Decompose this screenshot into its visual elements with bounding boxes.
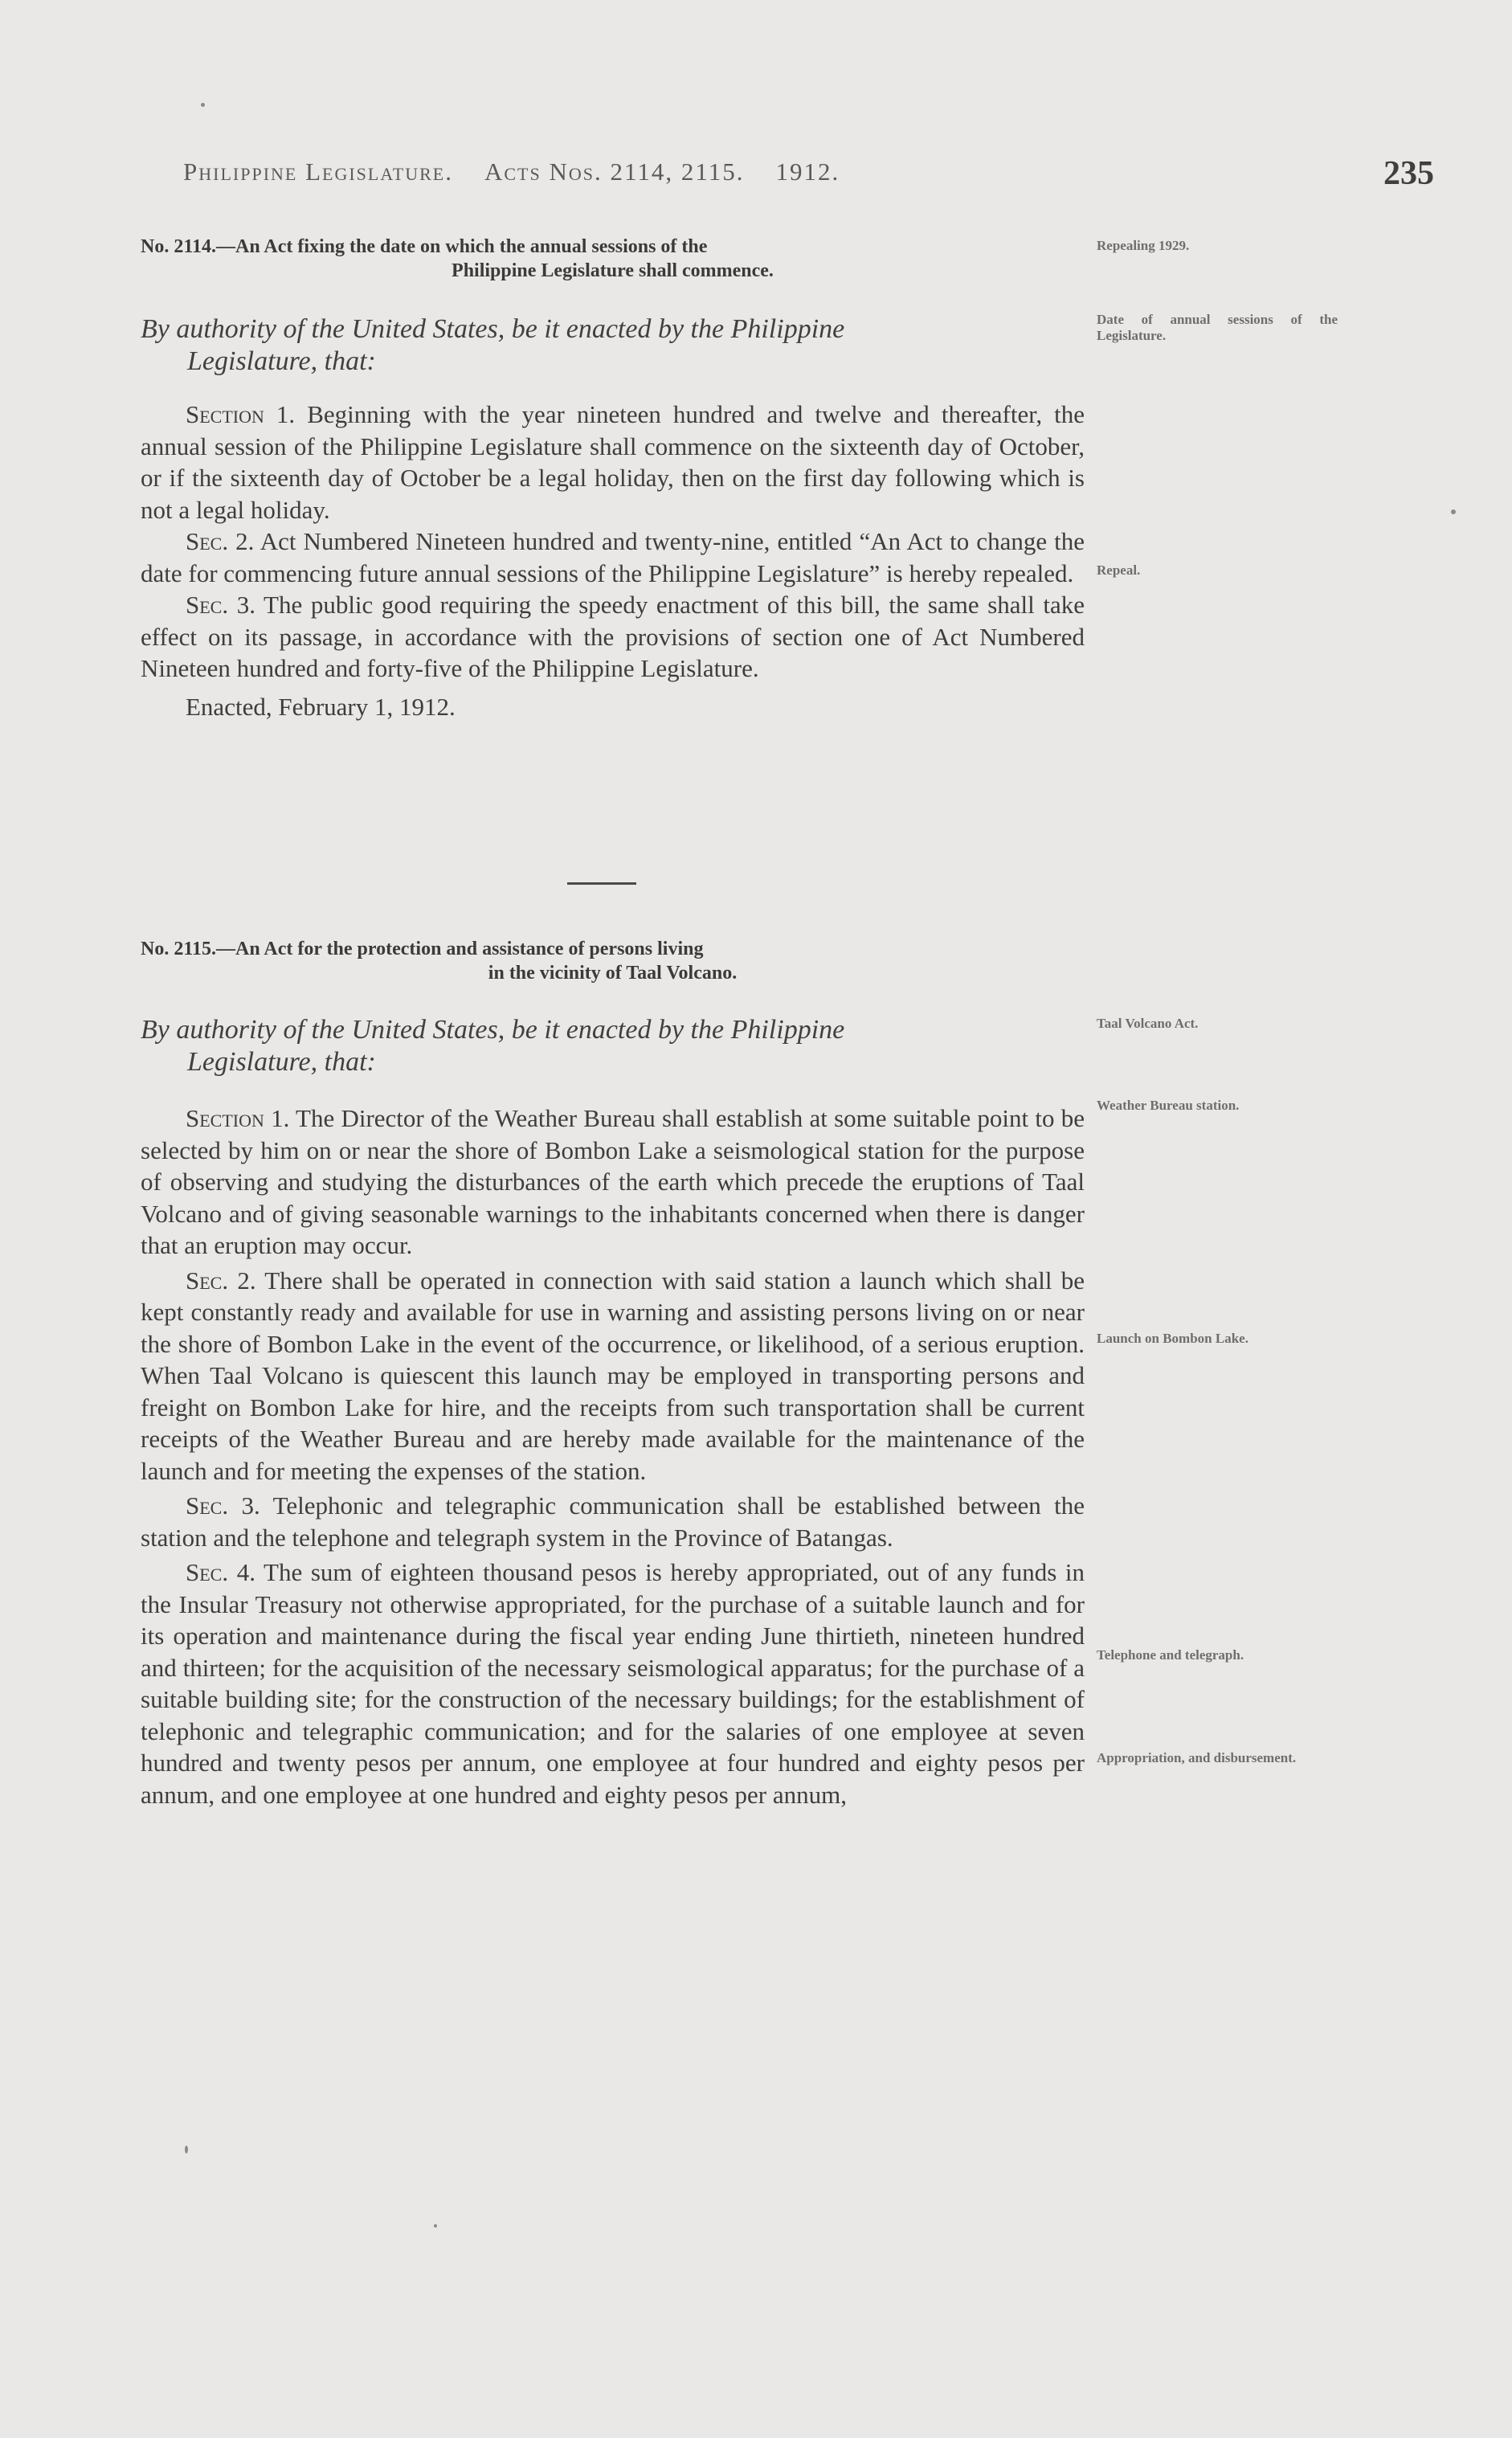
note-launch: Launch on Bombon Lake.: [1097, 1331, 1248, 1346]
act-2114-title: [141, 235, 1085, 283]
act-2115-enacting-clause: [141, 1014, 1089, 1078]
acts-numbers: Acts Nos. 2114, 2115.: [484, 157, 745, 186]
page-number: 235: [1383, 155, 1434, 192]
act-2115-title-line1: No. 2115.—An Act for the protection and assistance of persons living: [141, 939, 704, 959]
note-weather-station: Weather Bureau station.: [1097, 1098, 1240, 1113]
note-repealing: Repealing 1929.: [1097, 238, 1190, 253]
running-header: [183, 157, 1083, 186]
scan-speck: [1451, 509, 1456, 514]
act-2115-enacting-line1: By authority of the United States, be it enacted by the Philippine: [141, 1015, 845, 1045]
note-repeal: Repeal.: [1097, 562, 1141, 578]
act-2115-section-4: Sec. 4. The sum of eighteen thousand pesos is hereby appropriated, out of any funds in the Insular Treasury not otherwise appropriated, for the purchase of a suitable launch and for its operation and maintenance during the fiscal year ending June thirtieth, nineteen hundred and thirteen; for the acquisition of the necessary seismological apparatus; for the purchase of a suitable building site; for the construction of the necessary buildings; for the establishment of telephonic and telegraphic communication; and for the salaries of one employee at seven hundred and twenty pesos per annum, one employee at four hundred and eighty pesos per annum, and one employee at one hundred and eighty pesos per annum,: [141, 1558, 1085, 1809]
act-2114-enacting-line1: By authority of the United States, be it enacted by the Philippine: [141, 314, 845, 344]
note-date-of-sessions: Date of annual sessions of the Legislature.: [1097, 312, 1338, 343]
act-2115-section-1: Section 1. The Director of the Weather Bureau shall establish at some suitable point to be selected by him on or near the shore of Bombon Lake a seismological station for the purpose of observing and studying the disturbances of the earth which precede the eruptions of Taal Volcano and of giving seasonable warnings to the inhabitants concerned when there is danger that an eruption may occur.: [141, 1104, 1085, 1259]
scan-speck: [201, 103, 205, 107]
act-2114-title-line2: Philippine Legislature shall commence.: [452, 260, 774, 281]
act-2114-body: [141, 399, 1085, 722]
act-2114-section-2: Sec. 2. Act Numbered Nineteen hundred and twenty-nine, entitled “An Act to change the date for commencing future annual sessions of the Philippine Legislature” is hereby repealed.: [141, 527, 1085, 587]
note-appropriation: Appropriation, and disbursement.: [1097, 1750, 1297, 1765]
act-2115-section-2: Sec. 2. There shall be operated in connection with said station a launch which shall be kept constantly ready and available for use in warning and assisting persons living on or near the shore of Bombon Lake in the event of the occurrence, or likelihood, of a serious eruption. When Taal Volcano is quiescent this launch may be employed in transporting persons and freight on Bombon Lake for hire, and the receipts from such transportation shall be current receipts of the Weather Bureau and are hereby made available for the maintenance of the launch and for meeting the expenses of the station.: [141, 1266, 1085, 1485]
scan-speck: [185, 2146, 188, 2154]
act-2114-enacting-line2: Legislature, that:: [187, 346, 376, 376]
act-2115-title-line2: in the vicinity of Taal Volcano.: [488, 963, 738, 984]
act-2114-section-1: Section 1. Beginning with the year nineteen hundred and twelve and thereafter, the annual session of the Philippine Legislature shall commence on the sixteenth day of October, or if the sixteenth day of October be a legal holiday, then on the first day following which is not a legal holiday.: [141, 400, 1085, 524]
act-2114-enacted-date: Enacted, February 1, 1912.: [186, 692, 456, 721]
act-2114-enacting-clause: [141, 313, 1089, 378]
section-divider: [567, 882, 636, 885]
act-2114-section-3: Sec. 3. The public good requiring the speedy enactment of this bill, the same shall take effect on its passage, in accordance with the provisions of section one of Act Numbered Nineteen hundred and forty-five of the Philippine Legislature.: [141, 591, 1085, 682]
act-2114-title-line1: No. 2114.—An Act fixing the date on which the annual sessions of the: [141, 236, 708, 257]
act-2115-title: [141, 937, 1085, 985]
act-2115-enacting-line2: Legislature, that:: [187, 1047, 376, 1077]
note-taal-act: Taal Volcano Act.: [1097, 1016, 1199, 1031]
header-year: 1912.: [775, 157, 840, 186]
running-title: Philippine Legislature.: [183, 157, 453, 186]
note-telephone: Telephone and telegraph.: [1097, 1647, 1244, 1663]
act-2115-section-3: Sec. 3. Telephonic and telegraphic communication shall be established between the station and the telephone and telegraph system in the Province of Batangas.: [141, 1491, 1085, 1552]
scan-speck: [434, 2224, 437, 2227]
act-2115-body: [141, 1102, 1085, 1810]
